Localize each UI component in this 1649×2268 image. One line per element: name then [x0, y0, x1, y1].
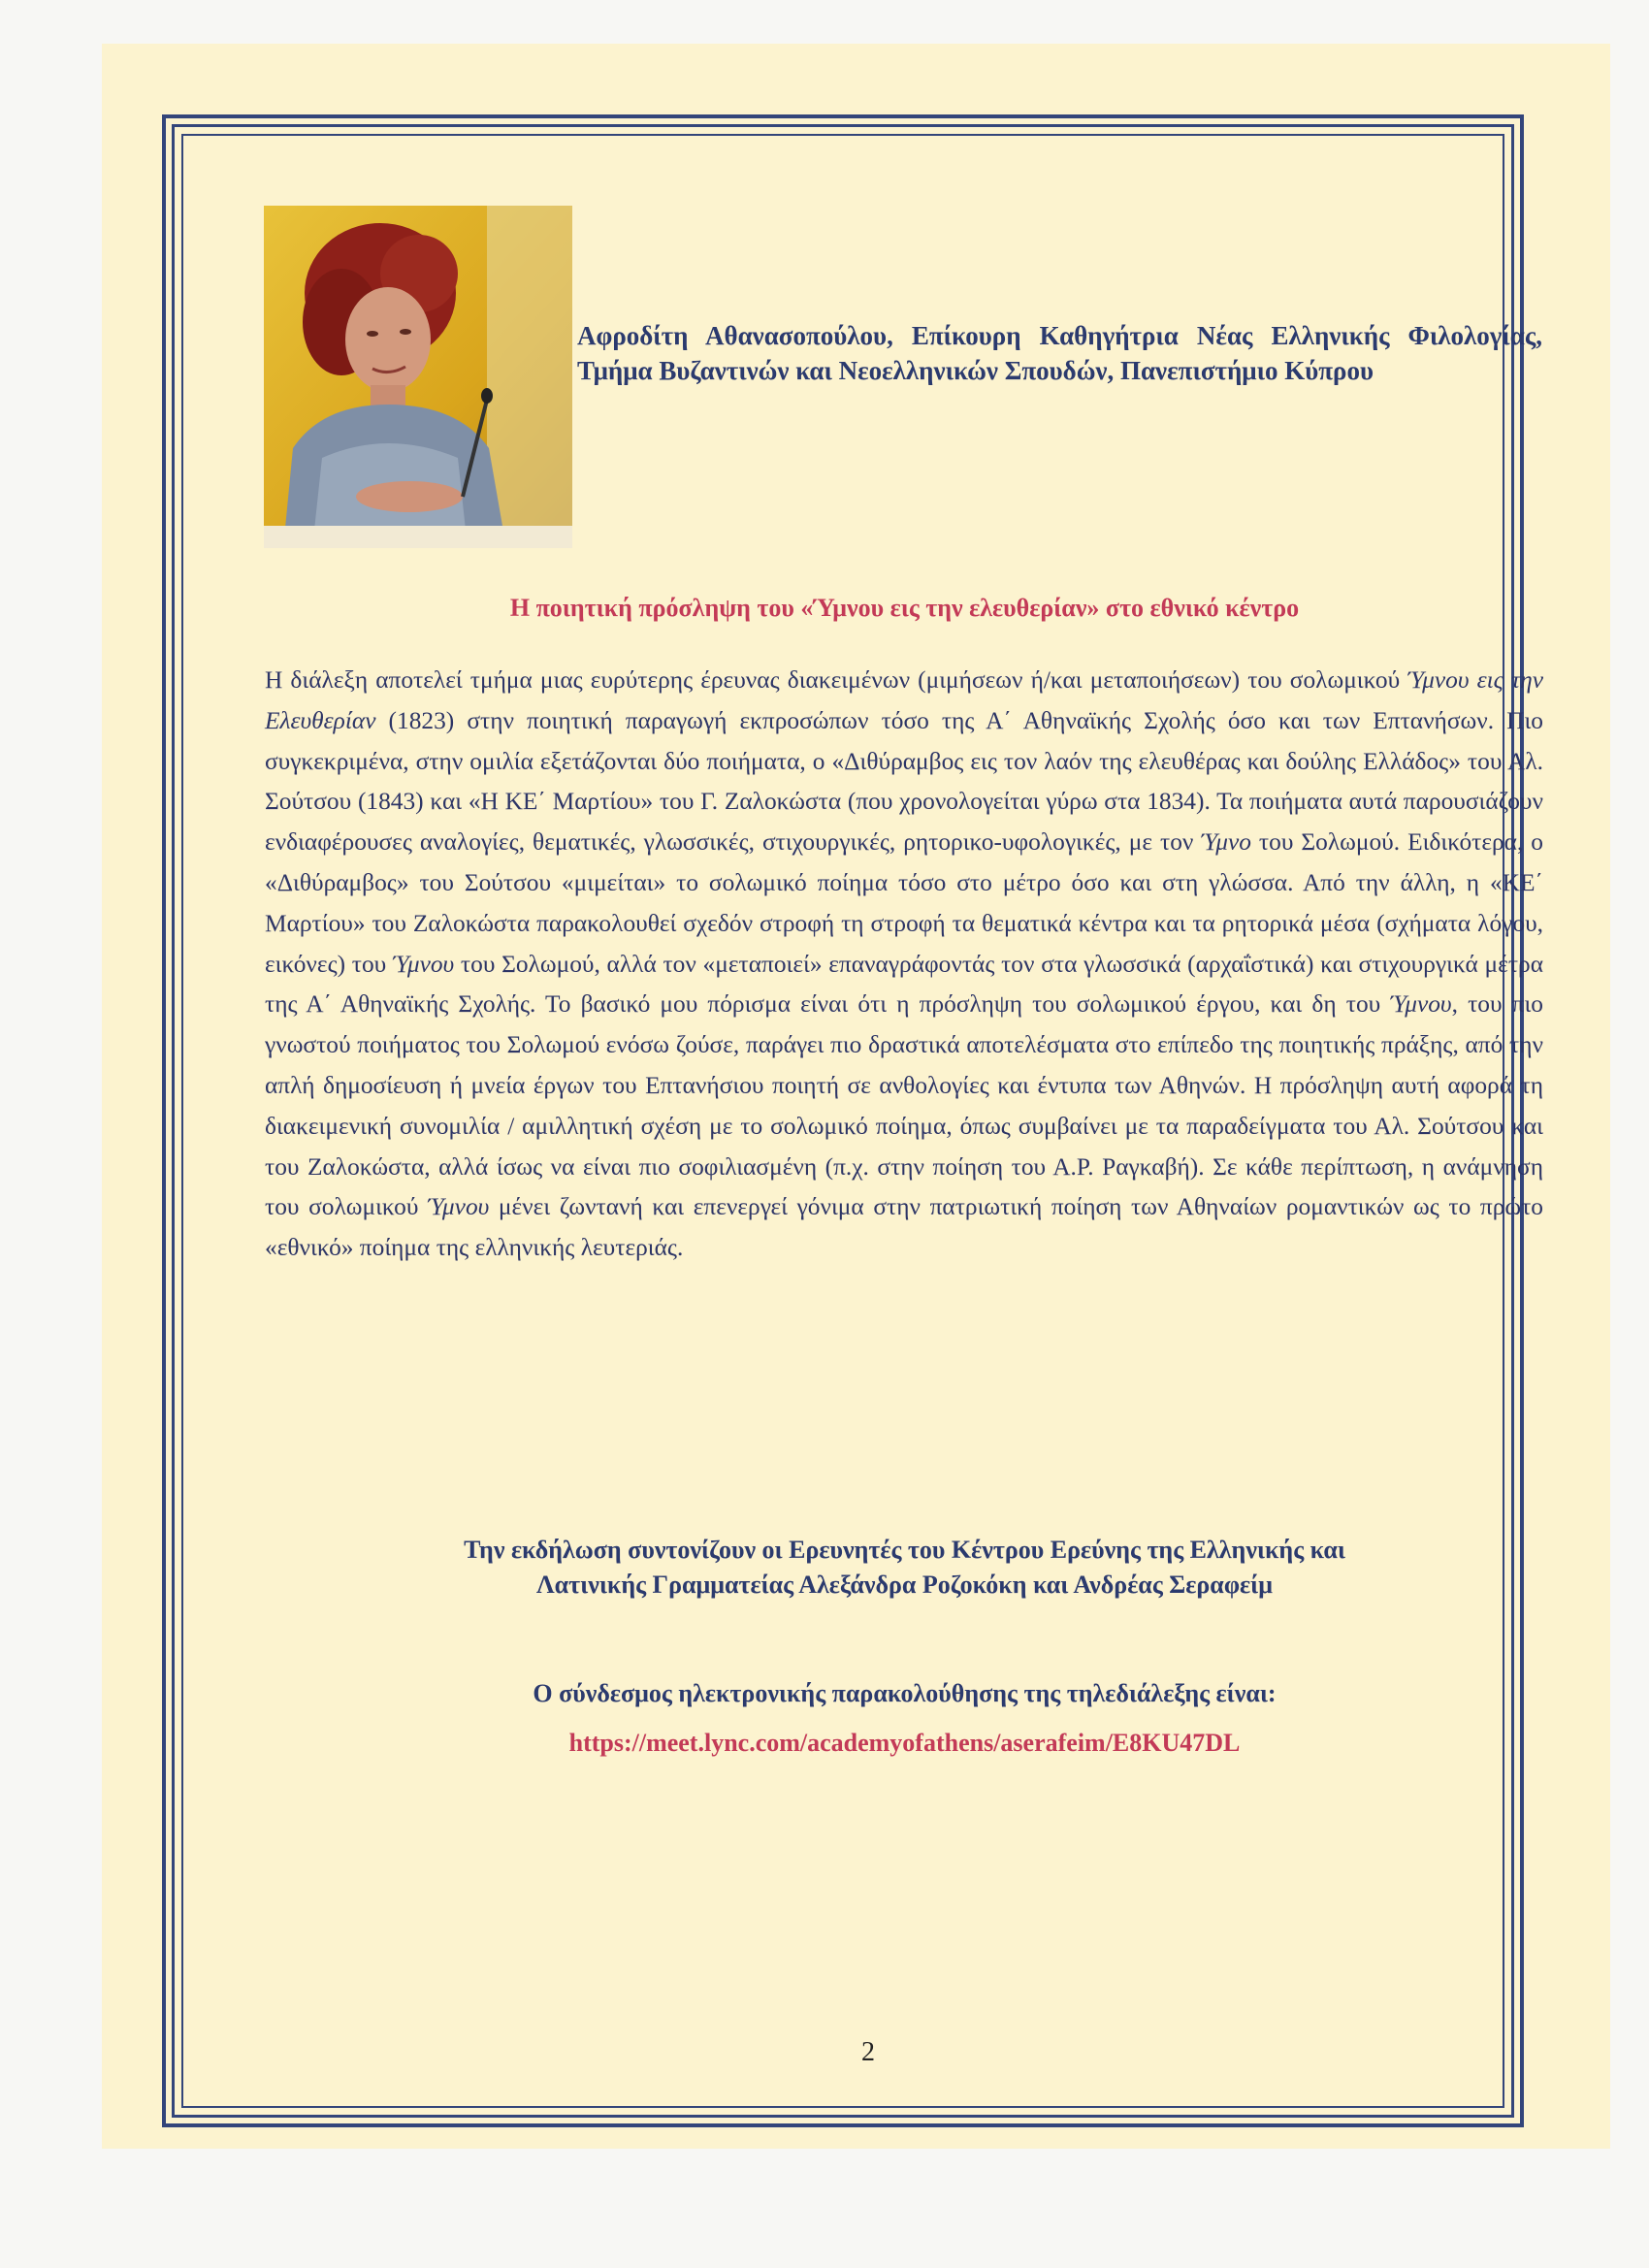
- abstract-text: , του πιο γνωστού ποιήματος του Σολωμού ενόσω ζούσε, παράγει πιο δραστικά αποτελέσματα στο επίπεδο της ποιητικής πράξης, από την απλή δημοσίευση ή μνεία έργων του Επτανήσιου ποιητή σε ανθολογίες και έντυπα των Αθηνών. Η πρόσληψη αυτή αφορά τη διακειμενική συνομιλία / αμιλλητική σχέση με το σολωμικό ποίημα, όπως συμβαίνει με τα παραδείγματα του Αλ. Σούτσου και του Ζαλοκώστα, αλλά ίσως να είναι πιο σοφιλιασμένη (π.χ. στην ποίηση του Α.Ρ. Ραγκαβή). Σε κάθε περίπτωση, η ανάμνηση του σολωμικού: [265, 990, 1544, 1221]
- abstract-italic-title: Ύμνου εις την Ελευθερίαν: [265, 666, 1543, 734]
- abstract-text: (1823) στην ποιητική παραγωγή εκπροσώπων τόσο της Α΄ Αθηναϊκής Σχολής όσο και των Επτανήσων. Πιο συγκεκριμένα, στην ομιλία εξετάζονται δύο ποιήματα, ο «Διθύραμβος εις τον λαόν της ελευθέρας και δούλης Ελλάδος» του Αλ. Σούτσου (1843) και «Η ΚΕ΄ Μαρτίου» του Γ. Ζαλοκώστα (που χρονολογείται γύρω στα 1834). Τα ποιήματα αυτά παρουσιάζουν ενδιαφέρουσες αναλογίες, θεματικές, γλωσσικές, στιχουργικές, ρητορικο-υφολογικές, με τον: [265, 706, 1543, 857]
- speaker-portrait-image: [264, 206, 572, 548]
- coordinators-line-2: Λατινικής Γραμματείας Αλεξάνδρα Ροζοκόκη και Ανδρέας Σεραφείμ: [536, 1571, 1273, 1599]
- abstract-text: μένει ζωντανή και επενεργεί γόνιμα στην πατριωτική ποίηση των Αθηναίων ρομαντικών ως το πρώτο «εθνικό» ποίημα της ελληνικής λευτεριάς.: [265, 1193, 1543, 1262]
- lecture-abstract: [265, 661, 1543, 1269]
- abstract-italic-title: Ύμνο: [1201, 828, 1251, 857]
- abstract-italic-title: Ύμνου: [392, 950, 455, 978]
- coordinators-note: [267, 1533, 1542, 1603]
- abstract-text: του Σολωμού, αλλά τον «μεταποιεί» επαναγράφοντάς τον στα γλωσσικά (αρχαΐστικά) και στιχουργικά μέτρα της Α΄ Αθηναϊκής Σχολής. Το βασικό μου πόρισμα είναι ότι η πρόσληψη του σολωμικού έργου, και δη του: [265, 950, 1544, 1019]
- abstract-italic-title: Ύμνου: [1390, 990, 1452, 1019]
- page-content: [102, 44, 1610, 2149]
- speaker-photo: [264, 206, 572, 548]
- lecture-title: Η ποιητική πρόσληψη του «Ύμνου εις την ελευθερίαν» στο εθνικό κέντρο: [509, 594, 1300, 622]
- document-page: [102, 44, 1610, 2149]
- abstract-paragraph: [265, 661, 1543, 1269]
- abstract-text: Η διάλεξη αποτελεί τμήμα μιας ευρύτερης έρευνας διακειμένων (μιμήσεων ή/και μεταποιήσεων) του σολωμικού: [265, 666, 1408, 694]
- stream-link-label: Ο σύνδεσμος ηλεκτρονικής παρακολούθησης της τηλεδιάλεξης είναι:: [533, 1679, 1277, 1707]
- coordinators-line-1: Την εκδήλωση συντονίζουν οι Ερευνητές του Κέντρου Ερεύνης της Ελληνικής και: [464, 1536, 1345, 1564]
- speaker-credentials: Αφροδίτη Αθανασοπούλου, Επίκουρη Καθηγήτρια Νέας Ελληνικής Φιλολογίας, Τμήμα Βυζαντινών και Νεοελληνικών Σπουδών, Πανεπιστήμιο Κύπρου: [577, 321, 1542, 385]
- page-number: 2: [861, 2037, 875, 2067]
- stream-link-url[interactable]: https://meet.lync.com/academyofathens/aserafeim/E8KU47DL: [568, 1729, 1241, 1757]
- abstract-italic-title: Ύμνου: [428, 1193, 490, 1221]
- abstract-text: του Σολωμού. Ειδικότερα, ο «Διθύραμβος» του Σούτσου «μιμείται» το σολωμικό ποίημα τόσο στο μέτρο όσο και στη γλώσσα. Από την άλλη, η «ΚΕ΄ Μαρτίου» του Ζαλοκώστα παρακολουθεί σχεδόν στροφή τη στροφή τα θεματικά κέντρα και τα ρητορικά μέσα (σχήματα λόγου, εικόνες) του: [265, 828, 1543, 978]
